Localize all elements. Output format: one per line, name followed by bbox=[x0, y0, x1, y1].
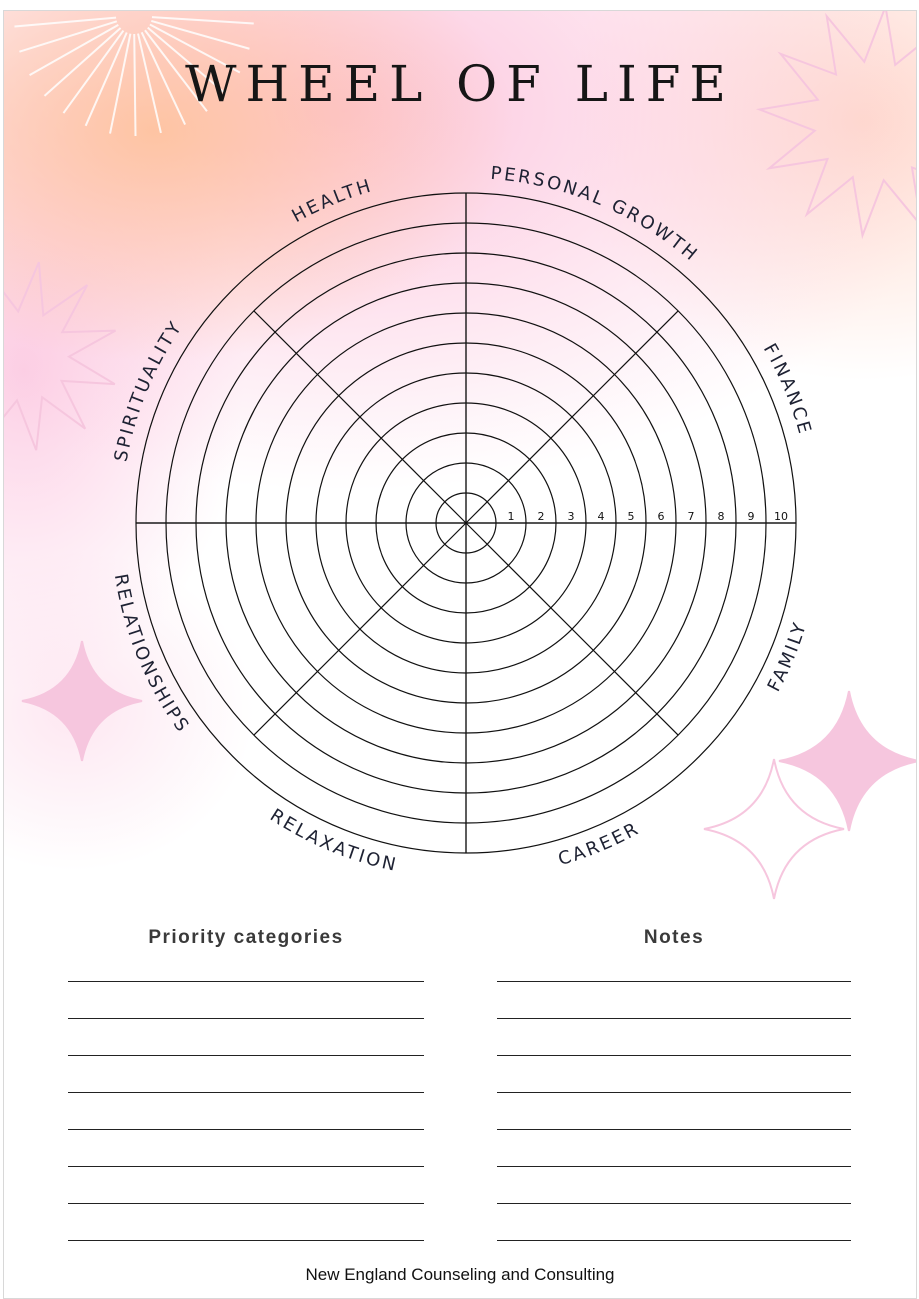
category-label-health: HEALTH bbox=[288, 175, 376, 228]
writing-line[interactable] bbox=[497, 1129, 851, 1130]
scale-label: 7 bbox=[687, 510, 695, 523]
scale-label: 1 bbox=[507, 510, 515, 523]
footer-credit: New England Counseling and Consulting bbox=[305, 1265, 615, 1284]
worksheet-page bbox=[3, 10, 917, 1299]
scale-label: 3 bbox=[567, 510, 575, 523]
scale-label: 4 bbox=[597, 510, 605, 523]
writing-line[interactable] bbox=[68, 1055, 424, 1056]
wheel-spoke bbox=[254, 523, 466, 735]
writing-line[interactable] bbox=[497, 1166, 851, 1167]
category-label-relaxation: RELAXATION bbox=[266, 804, 400, 877]
writing-line[interactable] bbox=[68, 1129, 424, 1130]
writing-line[interactable] bbox=[497, 981, 851, 982]
category-label-spirituality: SPIRITUALITY bbox=[110, 316, 188, 464]
writing-line[interactable] bbox=[497, 1092, 851, 1093]
writing-line[interactable] bbox=[497, 1240, 851, 1241]
page-title: WHEEL OF LIFE bbox=[185, 55, 735, 113]
category-label-relationships: RELATIONSHIPS bbox=[109, 572, 194, 738]
wheel-of-life-chart bbox=[4, 11, 916, 1298]
scale-label: 8 bbox=[717, 510, 725, 523]
scale-label: 9 bbox=[747, 510, 755, 523]
scale-label: 5 bbox=[627, 510, 635, 523]
notes-heading: Notes bbox=[643, 927, 705, 948]
scale-label: 2 bbox=[537, 510, 545, 523]
scale-label: 10 bbox=[774, 510, 788, 523]
scale-labels bbox=[508, 510, 789, 523]
category-label-personal-growth: PERSONAL GROWTH bbox=[489, 162, 703, 267]
category-label-finance: FINANCE bbox=[758, 339, 816, 439]
writing-line[interactable] bbox=[497, 1055, 851, 1056]
writing-line[interactable] bbox=[68, 1166, 424, 1167]
writing-line[interactable] bbox=[68, 1018, 424, 1019]
category-label-career: CAREER bbox=[555, 817, 644, 871]
scale-label: 6 bbox=[657, 510, 665, 523]
wheel-spoke bbox=[466, 523, 678, 735]
writing-line[interactable] bbox=[68, 1092, 424, 1093]
category-label-family: FAMILY bbox=[763, 618, 812, 696]
writing-line[interactable] bbox=[68, 1240, 424, 1241]
wheel-spoke bbox=[466, 311, 678, 523]
writing-line[interactable] bbox=[497, 1018, 851, 1019]
priority-categories-heading: Priority categories bbox=[148, 927, 344, 948]
writing-line[interactable] bbox=[68, 1203, 424, 1204]
writing-line[interactable] bbox=[497, 1203, 851, 1204]
writing-line[interactable] bbox=[68, 981, 424, 982]
wheel-spokes bbox=[136, 193, 796, 853]
wheel-spoke bbox=[254, 311, 466, 523]
